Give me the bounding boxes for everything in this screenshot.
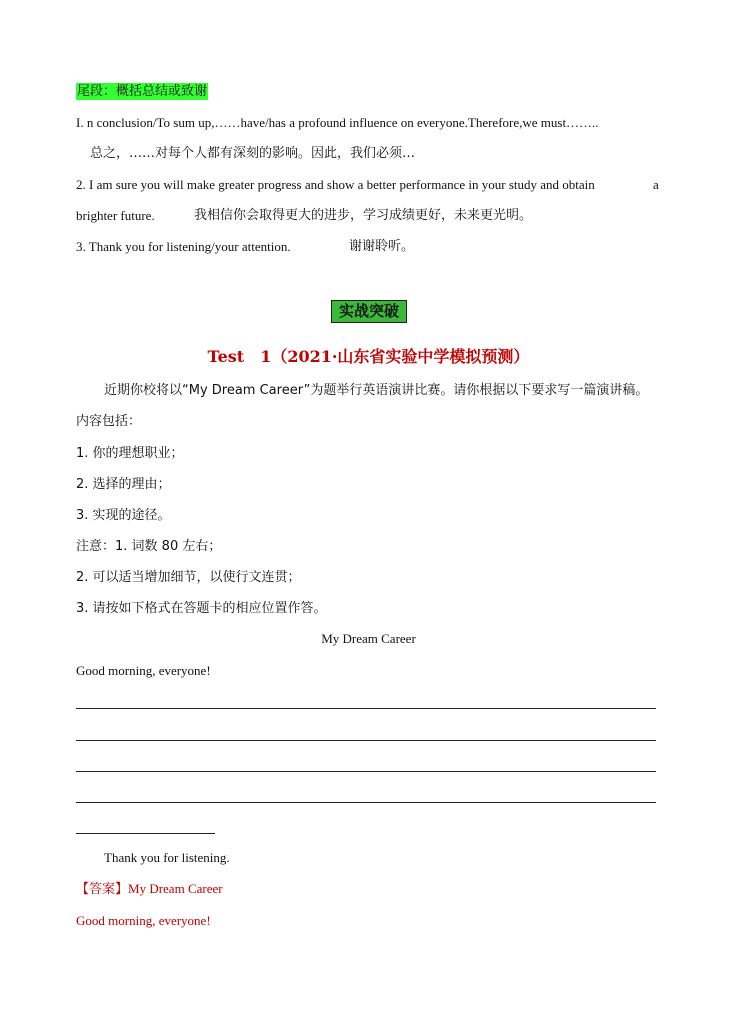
note-item-3: 3. 请按如下格式在答题卡的相应位置作答。 xyxy=(76,601,327,616)
ending-item-2-en-cont: brighter future. xyxy=(76,208,155,223)
writing-line xyxy=(76,771,656,772)
answer-label: 【答案】 xyxy=(76,882,129,897)
answer-title: My Dream Career xyxy=(128,881,223,896)
ending-item-2-en-a: a xyxy=(653,177,659,192)
ending-item-2-en: 2. I am sure you will make greater progress and show a better performance in your study and obtain xyxy=(76,177,595,192)
ending-item-1-en: I. n conclusion/To sum up,……have/has a profound influence on everyone.Therefore,we must…….. xyxy=(76,115,599,130)
note-item-1: 注意：1. 词数 80 左右； xyxy=(76,539,222,554)
answer-greeting: Good morning, everyone! xyxy=(76,913,211,928)
writing-line xyxy=(76,708,656,709)
content-item-2: 2. 选择的理由； xyxy=(76,477,171,492)
answer-line xyxy=(76,880,223,899)
ending-item-2-cn: 我相信你会取得更大的进步，学习成绩更好，未来更光明。 xyxy=(194,208,533,223)
practice-badge: 实战突破 xyxy=(331,300,407,323)
ending-section-heading xyxy=(76,83,208,101)
content-item-1: 1. 你的理想职业； xyxy=(76,446,184,461)
writing-line xyxy=(76,802,656,803)
essay-closing: Thank you for listening. xyxy=(104,850,230,865)
essay-title: My Dream Career xyxy=(321,631,416,646)
contents-label: 内容包括： xyxy=(76,414,142,429)
writing-line xyxy=(76,740,656,741)
essay-greeting: Good morning, everyone! xyxy=(76,663,211,678)
ending-item-3-cn: 谢谢聆听。 xyxy=(349,239,415,254)
prompt-text: 近期你校将以“My Dream Career”为题举行英语演讲比赛。请你根据以下要求写一篇演讲稿。 xyxy=(104,383,649,398)
ending-item-3-en: 3. Thank you for listening/your attention. xyxy=(76,239,291,254)
writing-line-short xyxy=(76,833,215,834)
content-item-3: 3. 实现的途径。 xyxy=(76,508,171,523)
note-item-2: 2. 可以适当增加细节，以使行文连贯； xyxy=(76,570,301,585)
ending-heading-text: 尾段：概括总结或致谢 xyxy=(77,84,208,99)
ending-item-1-cn: 总之，……对每个人都有深刻的影响。因此，我们必须… xyxy=(90,146,416,161)
test-title: Test 1（2021·山东省实验中学模拟预测） xyxy=(207,347,530,366)
